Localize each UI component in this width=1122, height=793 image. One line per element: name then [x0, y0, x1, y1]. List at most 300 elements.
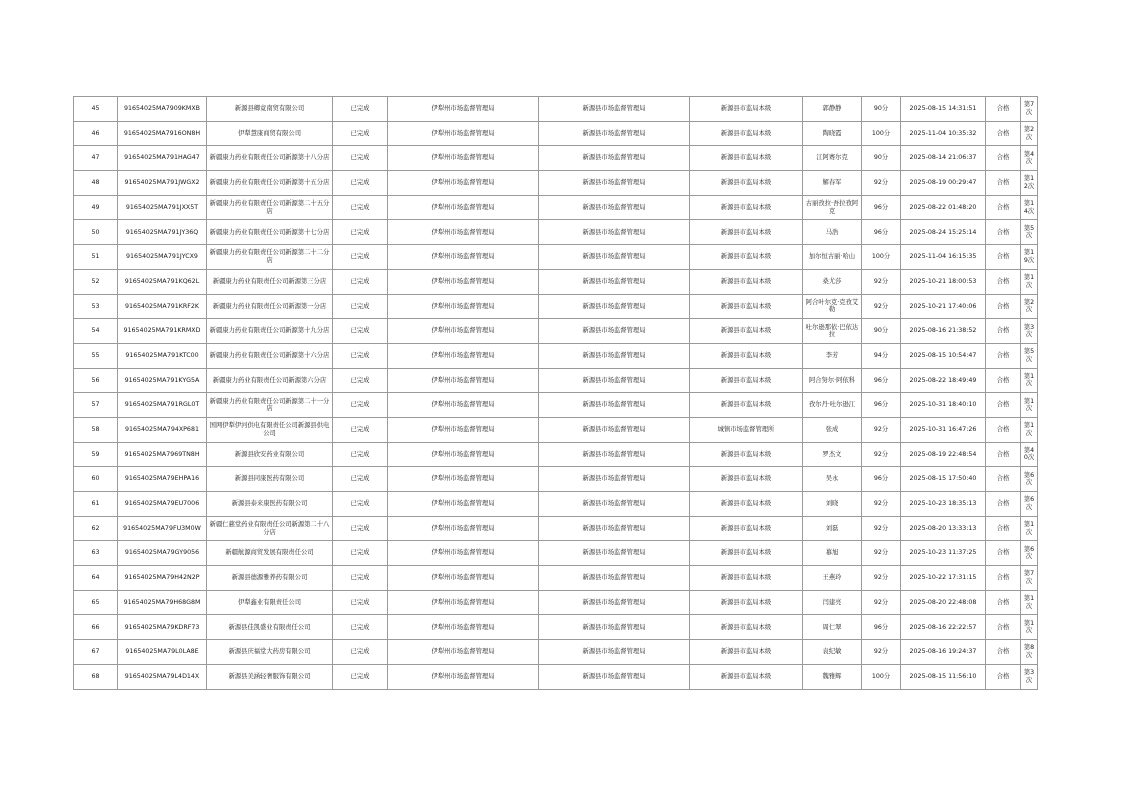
score-cell: 96分 [862, 393, 901, 418]
row-number-cell: 68 [74, 664, 118, 689]
table-row [74, 121, 1038, 146]
status-cell: 已完成 [333, 393, 388, 418]
score-cell: 92分 [862, 417, 901, 442]
county-bureau-cell: 新源县市场监督管理局 [539, 590, 690, 615]
completed-time-cell: 2025-08-15 11:56:10 [901, 664, 986, 689]
table-row [74, 245, 1038, 270]
completed-time-cell: 2025-08-15 17:50:40 [901, 467, 986, 492]
county-bureau-cell: 新源县市场监督管理局 [539, 467, 690, 492]
credit-code-cell: 91654025MA791KQ62L [118, 269, 207, 294]
attempt-count-cell: 第7次 [1021, 97, 1038, 122]
inspector-cell: 吴永 [803, 467, 862, 492]
table-row [74, 171, 1038, 196]
score-cell: 92分 [862, 492, 901, 517]
status-cell: 已完成 [333, 269, 388, 294]
unit-cell: 新源县市监局本级 [690, 492, 803, 517]
inspector-cell: 吐尔逊那依·巴依达拉 [803, 319, 862, 344]
inspector-cell: 王燕玲 [803, 566, 862, 591]
company-name-cell: 新疆航源商贸发展有限责任公司 [207, 541, 333, 566]
prefecture-bureau-cell: 伊犁州市场监督管理局 [388, 171, 539, 196]
result-cell: 合格 [986, 590, 1021, 615]
attempt-count-cell: 第1次 [1021, 393, 1038, 418]
credit-code-cell: 91654025MA7909KMXB [118, 97, 207, 122]
result-cell: 合格 [986, 417, 1021, 442]
table-row [74, 615, 1038, 640]
county-bureau-cell: 新源县市场监督管理局 [539, 368, 690, 393]
company-name-cell: 新源县欣安药业有限公司 [207, 442, 333, 467]
credit-code-cell: 91654025MA79H42N2P [118, 566, 207, 591]
status-cell: 已完成 [333, 97, 388, 122]
table-row [74, 442, 1038, 467]
prefecture-bureau-cell: 伊犁州市场监督管理局 [388, 393, 539, 418]
completed-time-cell: 2025-10-23 18:35:13 [901, 492, 986, 517]
attempt-count-cell: 第5次 [1021, 220, 1038, 245]
credit-code-cell: 91654025MA79GY9056 [118, 541, 207, 566]
score-cell: 94分 [862, 343, 901, 368]
attempt-count-cell: 第5次 [1021, 343, 1038, 368]
score-cell: 92分 [862, 442, 901, 467]
table-row [74, 640, 1038, 665]
unit-cell: 新源县市监局本级 [690, 97, 803, 122]
prefecture-bureau-cell: 伊犁州市场监督管理局 [388, 664, 539, 689]
status-cell: 已完成 [333, 664, 388, 689]
county-bureau-cell: 新源县市场监督管理局 [539, 294, 690, 319]
inspector-cell: 袁纪敏 [803, 640, 862, 665]
unit-cell: 新源县市监局本级 [690, 516, 803, 541]
unit-cell: 新源县市监局本级 [690, 640, 803, 665]
credit-code-cell: 91654025MA791RGL0T [118, 393, 207, 418]
unit-cell: 新源县市监局本级 [690, 294, 803, 319]
status-cell: 已完成 [333, 417, 388, 442]
inspector-cell: 闫建亮 [803, 590, 862, 615]
unit-cell: 新源县市监局本级 [690, 146, 803, 171]
completed-time-cell: 2025-08-20 22:48:08 [901, 590, 986, 615]
table-row [74, 195, 1038, 220]
county-bureau-cell: 新源县市场监督管理局 [539, 319, 690, 344]
prefecture-bureau-cell: 伊犁州市场监督管理局 [388, 492, 539, 517]
completed-time-cell: 2025-10-23 11:37:25 [901, 541, 986, 566]
status-cell: 已完成 [333, 467, 388, 492]
prefecture-bureau-cell: 伊犁州市场监督管理局 [388, 615, 539, 640]
row-number-cell: 61 [74, 492, 118, 517]
result-cell: 合格 [986, 492, 1021, 517]
county-bureau-cell: 新源县市场监督管理局 [539, 220, 690, 245]
table-row [74, 590, 1038, 615]
result-cell: 合格 [986, 121, 1021, 146]
score-cell: 92分 [862, 171, 901, 196]
unit-cell: 新源县市监局本级 [690, 566, 803, 591]
attempt-count-cell: 第4次 [1021, 146, 1038, 171]
attempt-count-cell: 第2次 [1021, 121, 1038, 146]
row-number-cell: 55 [74, 343, 118, 368]
row-number-cell: 46 [74, 121, 118, 146]
completed-time-cell: 2025-08-19 22:48:54 [901, 442, 986, 467]
inspector-cell: 古丽孜拉·吾拉孜阿克 [803, 195, 862, 220]
result-cell: 合格 [986, 319, 1021, 344]
prefecture-bureau-cell: 伊犁州市场监督管理局 [388, 467, 539, 492]
company-name-cell: 新疆康力药业有限责任公司新源第三分店 [207, 269, 333, 294]
attempt-count-cell: 第8次 [1021, 640, 1038, 665]
company-name-cell: 新疆康力药业有限责任公司新源第十九分店 [207, 319, 333, 344]
prefecture-bureau-cell: 伊犁州市场监督管理局 [388, 640, 539, 665]
unit-cell: 新源县市监局本级 [690, 664, 803, 689]
status-cell: 已完成 [333, 195, 388, 220]
prefecture-bureau-cell: 伊犁州市场监督管理局 [388, 245, 539, 270]
status-cell: 已完成 [333, 566, 388, 591]
county-bureau-cell: 新源县市场监督管理局 [539, 121, 690, 146]
county-bureau-cell: 新源县市场监督管理局 [539, 146, 690, 171]
credit-code-cell: 91654025MA79KDRF73 [118, 615, 207, 640]
result-cell: 合格 [986, 245, 1021, 270]
unit-cell: 新源县市监局本级 [690, 121, 803, 146]
company-name-cell: 新疆康力药业有限责任公司新源第六分店 [207, 368, 333, 393]
company-name-cell: 国网伊犁伊河供电有限责任公司新源县供电公司 [207, 417, 333, 442]
company-name-cell: 新疆康力药业有限责任公司新源第十八分店 [207, 146, 333, 171]
credit-code-cell: 91654025MA79EHPA16 [118, 467, 207, 492]
status-cell: 已完成 [333, 640, 388, 665]
credit-code-cell: 91654025MA791JYCX9 [118, 245, 207, 270]
completed-time-cell: 2025-08-19 00:29:47 [901, 171, 986, 196]
status-cell: 已完成 [333, 146, 388, 171]
attempt-count-cell: 第1次 [1021, 590, 1038, 615]
prefecture-bureau-cell: 伊犁州市场监督管理局 [388, 195, 539, 220]
unit-cell: 新源县市监局本级 [690, 220, 803, 245]
completed-time-cell: 2025-11-04 16:15:35 [901, 245, 986, 270]
status-cell: 已完成 [333, 516, 388, 541]
attempt-count-cell: 第2次 [1021, 294, 1038, 319]
company-name-cell: 新疆康力药业有限责任公司新源第十六分店 [207, 343, 333, 368]
status-cell: 已完成 [333, 615, 388, 640]
attempt-count-cell: 第6次 [1021, 467, 1038, 492]
score-cell: 96分 [862, 195, 901, 220]
unit-cell: 城镇市场监督管理所 [690, 417, 803, 442]
inspector-cell: 江阿赛尔克 [803, 146, 862, 171]
score-cell: 92分 [862, 294, 901, 319]
inspector-cell: 陶晓霞 [803, 121, 862, 146]
prefecture-bureau-cell: 伊犁州市场监督管理局 [388, 269, 539, 294]
status-cell: 已完成 [333, 121, 388, 146]
row-number-cell: 66 [74, 615, 118, 640]
inspector-cell: 罗杰文 [803, 442, 862, 467]
completed-time-cell: 2025-10-31 16:47:26 [901, 417, 986, 442]
county-bureau-cell: 新源县市场监督管理局 [539, 245, 690, 270]
county-bureau-cell: 新源县市场监督管理局 [539, 393, 690, 418]
prefecture-bureau-cell: 伊犁州市场监督管理局 [388, 368, 539, 393]
table-row [74, 467, 1038, 492]
completed-time-cell: 2025-08-22 01:48:20 [901, 195, 986, 220]
status-cell: 已完成 [333, 319, 388, 344]
score-cell: 100分 [862, 664, 901, 689]
result-cell: 合格 [986, 467, 1021, 492]
prefecture-bureau-cell: 伊犁州市场监督管理局 [388, 442, 539, 467]
row-number-cell: 54 [74, 319, 118, 344]
county-bureau-cell: 新源县市场监督管理局 [539, 541, 690, 566]
result-cell: 合格 [986, 195, 1021, 220]
unit-cell: 新源县市监局本级 [690, 393, 803, 418]
result-cell: 合格 [986, 615, 1021, 640]
unit-cell: 新源县市监局本级 [690, 615, 803, 640]
unit-cell: 新源县市监局本级 [690, 541, 803, 566]
inspector-cell: 桑尤莎 [803, 269, 862, 294]
company-name-cell: 新疆仁慈堂药业有限责任公司新源第二十八分店 [207, 516, 333, 541]
company-name-cell: 新源县卿竟南贸有限公司 [207, 97, 333, 122]
inspector-cell: 慕旭 [803, 541, 862, 566]
status-cell: 已完成 [333, 492, 388, 517]
attempt-count-cell: 第1次 [1021, 269, 1038, 294]
county-bureau-cell: 新源县市场监督管理局 [539, 615, 690, 640]
credit-code-cell: 91654025MA79EU7006 [118, 492, 207, 517]
company-name-cell: 新疆康力药业有限责任公司新源第二十二分店 [207, 245, 333, 270]
prefecture-bureau-cell: 伊犁州市场监督管理局 [388, 541, 539, 566]
table-row [74, 220, 1038, 245]
credit-code-cell: 91654025MA791KRMXD [118, 319, 207, 344]
score-cell: 100分 [862, 121, 901, 146]
status-cell: 已完成 [333, 590, 388, 615]
table-row [74, 393, 1038, 418]
company-name-cell: 新疆康力药业有限责任公司新源第二十一分店 [207, 393, 333, 418]
score-cell: 96分 [862, 368, 901, 393]
status-cell: 已完成 [333, 171, 388, 196]
company-name-cell: 新疆康力药业有限责任公司新源第十五分店 [207, 171, 333, 196]
unit-cell: 新源县市监局本级 [690, 195, 803, 220]
completed-time-cell: 2025-10-21 17:40:06 [901, 294, 986, 319]
score-cell: 92分 [862, 640, 901, 665]
result-cell: 合格 [986, 516, 1021, 541]
company-name-cell: 新源县同康医药有限公司 [207, 467, 333, 492]
unit-cell: 新源县市监局本级 [690, 171, 803, 196]
prefecture-bureau-cell: 伊犁州市场监督管理局 [388, 566, 539, 591]
inspector-cell: 刘晓 [803, 492, 862, 517]
status-cell: 已完成 [333, 220, 388, 245]
attempt-count-cell: 第6次 [1021, 541, 1038, 566]
credit-code-cell: 91654025MA79H68G8M [118, 590, 207, 615]
attempt-count-cell: 第1次 [1021, 615, 1038, 640]
credit-code-cell: 91654025MA791HAG47 [118, 146, 207, 171]
unit-cell: 新源县市监局本级 [690, 467, 803, 492]
county-bureau-cell: 新源县市场监督管理局 [539, 664, 690, 689]
row-number-cell: 49 [74, 195, 118, 220]
table-row [74, 269, 1038, 294]
county-bureau-cell: 新源县市场监督管理局 [539, 171, 690, 196]
completed-time-cell: 2025-08-16 21:38:52 [901, 319, 986, 344]
result-cell: 合格 [986, 640, 1021, 665]
row-number-cell: 67 [74, 640, 118, 665]
completed-time-cell: 2025-08-15 14:31:51 [901, 97, 986, 122]
result-cell: 合格 [986, 664, 1021, 689]
county-bureau-cell: 新源县市场监督管理局 [539, 97, 690, 122]
attempt-count-cell: 第12次 [1021, 171, 1038, 196]
attempt-count-cell: 第14次 [1021, 195, 1038, 220]
credit-code-cell: 91654025MA791KYG5A [118, 368, 207, 393]
score-cell: 92分 [862, 590, 901, 615]
result-cell: 合格 [986, 269, 1021, 294]
row-number-cell: 50 [74, 220, 118, 245]
credit-code-cell: 91654025MA791JWGX2 [118, 171, 207, 196]
unit-cell: 新源县市监局本级 [690, 590, 803, 615]
result-cell: 合格 [986, 566, 1021, 591]
result-cell: 合格 [986, 220, 1021, 245]
result-cell: 合格 [986, 393, 1021, 418]
row-number-cell: 53 [74, 294, 118, 319]
row-number-cell: 45 [74, 97, 118, 122]
unit-cell: 新源县市监局本级 [690, 245, 803, 270]
table-row [74, 294, 1038, 319]
attempt-count-cell: 第7次 [1021, 566, 1038, 591]
inspector-cell: 魏雅辉 [803, 664, 862, 689]
table-row [74, 368, 1038, 393]
company-name-cell: 新源县佳凯盛业有限责任公司 [207, 615, 333, 640]
county-bureau-cell: 新源县市场监督管理局 [539, 516, 690, 541]
row-number-cell: 51 [74, 245, 118, 270]
inspector-cell: 阿合努尔·阿依科 [803, 368, 862, 393]
county-bureau-cell: 新源县市场监督管理局 [539, 442, 690, 467]
table-row [74, 417, 1038, 442]
unit-cell: 新源县市监局本级 [690, 368, 803, 393]
credit-code-cell: 91654025MA79L4D14X [118, 664, 207, 689]
completed-time-cell: 2025-08-22 18:49:49 [901, 368, 986, 393]
inspector-cell: 阿合叶尔克·克孜艾勒 [803, 294, 862, 319]
credit-code-cell: 91654025MA791JXX5T [118, 195, 207, 220]
score-cell: 92分 [862, 566, 901, 591]
county-bureau-cell: 新源县市场监督管理局 [539, 343, 690, 368]
prefecture-bureau-cell: 伊犁州市场监督管理局 [388, 590, 539, 615]
prefecture-bureau-cell: 伊犁州市场监督管理局 [388, 220, 539, 245]
inspector-cell: 加尔恒古丽·哈山 [803, 245, 862, 270]
unit-cell: 新源县市监局本级 [690, 319, 803, 344]
credit-code-cell: 91654025MA79L0LA8E [118, 640, 207, 665]
prefecture-bureau-cell: 伊犁州市场监督管理局 [388, 97, 539, 122]
prefecture-bureau-cell: 伊犁州市场监督管理局 [388, 294, 539, 319]
result-cell: 合格 [986, 442, 1021, 467]
result-cell: 合格 [986, 294, 1021, 319]
attempt-count-cell: 第1次 [1021, 368, 1038, 393]
table-row [74, 664, 1038, 689]
row-number-cell: 52 [74, 269, 118, 294]
completed-time-cell: 2025-10-21 18:00:53 [901, 269, 986, 294]
result-cell: 合格 [986, 541, 1021, 566]
attempt-count-cell: 第6次 [1021, 492, 1038, 517]
score-cell: 90分 [862, 146, 901, 171]
score-cell: 100分 [862, 245, 901, 270]
prefecture-bureau-cell: 伊犁州市场监督管理局 [388, 319, 539, 344]
score-cell: 90分 [862, 97, 901, 122]
result-cell: 合格 [986, 368, 1021, 393]
row-number-cell: 64 [74, 566, 118, 591]
row-number-cell: 62 [74, 516, 118, 541]
row-number-cell: 57 [74, 393, 118, 418]
credit-code-cell: 91654025MA794XP681 [118, 417, 207, 442]
county-bureau-cell: 新源县市场监督管理局 [539, 566, 690, 591]
row-number-cell: 56 [74, 368, 118, 393]
inspector-cell: 刘磊 [803, 516, 862, 541]
completed-time-cell: 2025-08-14 21:06:37 [901, 146, 986, 171]
status-cell: 已完成 [333, 245, 388, 270]
prefecture-bureau-cell: 伊犁州市场监督管理局 [388, 146, 539, 171]
company-name-cell: 新源县美涵轻奢服饰有限公司 [207, 664, 333, 689]
row-number-cell: 47 [74, 146, 118, 171]
status-cell: 已完成 [333, 343, 388, 368]
completed-time-cell: 2025-10-31 18:40:10 [901, 393, 986, 418]
table-row [74, 516, 1038, 541]
row-number-cell: 60 [74, 467, 118, 492]
score-cell: 96分 [862, 220, 901, 245]
unit-cell: 新源县市监局本级 [690, 269, 803, 294]
attempt-count-cell: 第3次 [1021, 319, 1038, 344]
completed-time-cell: 2025-08-16 22:22:57 [901, 615, 986, 640]
unit-cell: 新源县市监局本级 [690, 343, 803, 368]
completed-time-cell: 2025-08-20 13:33:13 [901, 516, 986, 541]
prefecture-bureau-cell: 伊犁州市场监督管理局 [388, 343, 539, 368]
result-cell: 合格 [986, 146, 1021, 171]
attempt-count-cell: 第19次 [1021, 245, 1038, 270]
result-cell: 合格 [986, 171, 1021, 196]
result-cell: 合格 [986, 97, 1021, 122]
table-row [74, 146, 1038, 171]
inspector-cell: 马浩 [803, 220, 862, 245]
completed-time-cell: 2025-08-24 15:25:14 [901, 220, 986, 245]
table-row [74, 492, 1038, 517]
completed-time-cell: 2025-08-16 19:24:37 [901, 640, 986, 665]
completed-time-cell: 2025-08-15 10:54:47 [901, 343, 986, 368]
county-bureau-cell: 新源县市场监督管理局 [539, 417, 690, 442]
unit-cell: 新源县市监局本级 [690, 442, 803, 467]
status-cell: 已完成 [333, 442, 388, 467]
table-row [74, 566, 1038, 591]
inspector-cell: 周仁翠 [803, 615, 862, 640]
company-name-cell: 新源县德源雅养药有限公司 [207, 566, 333, 591]
prefecture-bureau-cell: 伊犁州市场监督管理局 [388, 417, 539, 442]
row-number-cell: 58 [74, 417, 118, 442]
county-bureau-cell: 新源县市场监督管理局 [539, 492, 690, 517]
result-cell: 合格 [986, 343, 1021, 368]
inspector-cell: 张成 [803, 417, 862, 442]
status-cell: 已完成 [333, 368, 388, 393]
inspector-cell: 郭静静 [803, 97, 862, 122]
completed-time-cell: 2025-10-22 17:31:15 [901, 566, 986, 591]
company-name-cell: 新源县庆福堂大药房有限公司 [207, 640, 333, 665]
attempt-count-cell: 第1次 [1021, 516, 1038, 541]
inspector-cell: 解春军 [803, 171, 862, 196]
inspector-cell: 孜尔丹·吐尔逊江 [803, 393, 862, 418]
completed-time-cell: 2025-11-04 10:35:32 [901, 121, 986, 146]
score-cell: 90分 [862, 319, 901, 344]
row-number-cell: 48 [74, 171, 118, 196]
company-name-cell: 新源县泰来康医药有限公司 [207, 492, 333, 517]
company-name-cell: 新疆康力药业有限责任公司新源第二十五分店 [207, 195, 333, 220]
credit-code-cell: 91654025MA7916ON8H [118, 121, 207, 146]
status-cell: 已完成 [333, 541, 388, 566]
attempt-count-cell: 第40次 [1021, 442, 1038, 467]
credit-code-cell: 91654025MA791KRF2K [118, 294, 207, 319]
credit-code-cell: 91654025MA79FU3M0W [118, 516, 207, 541]
score-cell: 96分 [862, 615, 901, 640]
county-bureau-cell: 新源县市场监督管理局 [539, 269, 690, 294]
row-number-cell: 63 [74, 541, 118, 566]
row-number-cell: 65 [74, 590, 118, 615]
county-bureau-cell: 新源县市场监督管理局 [539, 195, 690, 220]
inspection-results-table [73, 96, 1038, 690]
prefecture-bureau-cell: 伊犁州市场监督管理局 [388, 516, 539, 541]
credit-code-cell: 91654025MA791KTC00 [118, 343, 207, 368]
prefecture-bureau-cell: 伊犁州市场监督管理局 [388, 121, 539, 146]
credit-code-cell: 91654025MA7969TN8H [118, 442, 207, 467]
score-cell: 92分 [862, 541, 901, 566]
table-row [74, 541, 1038, 566]
score-cell: 96分 [862, 467, 901, 492]
county-bureau-cell: 新源县市场监督管理局 [539, 640, 690, 665]
company-name-cell: 伊犁鑫业有限责任公司 [207, 590, 333, 615]
table-row [74, 97, 1038, 122]
